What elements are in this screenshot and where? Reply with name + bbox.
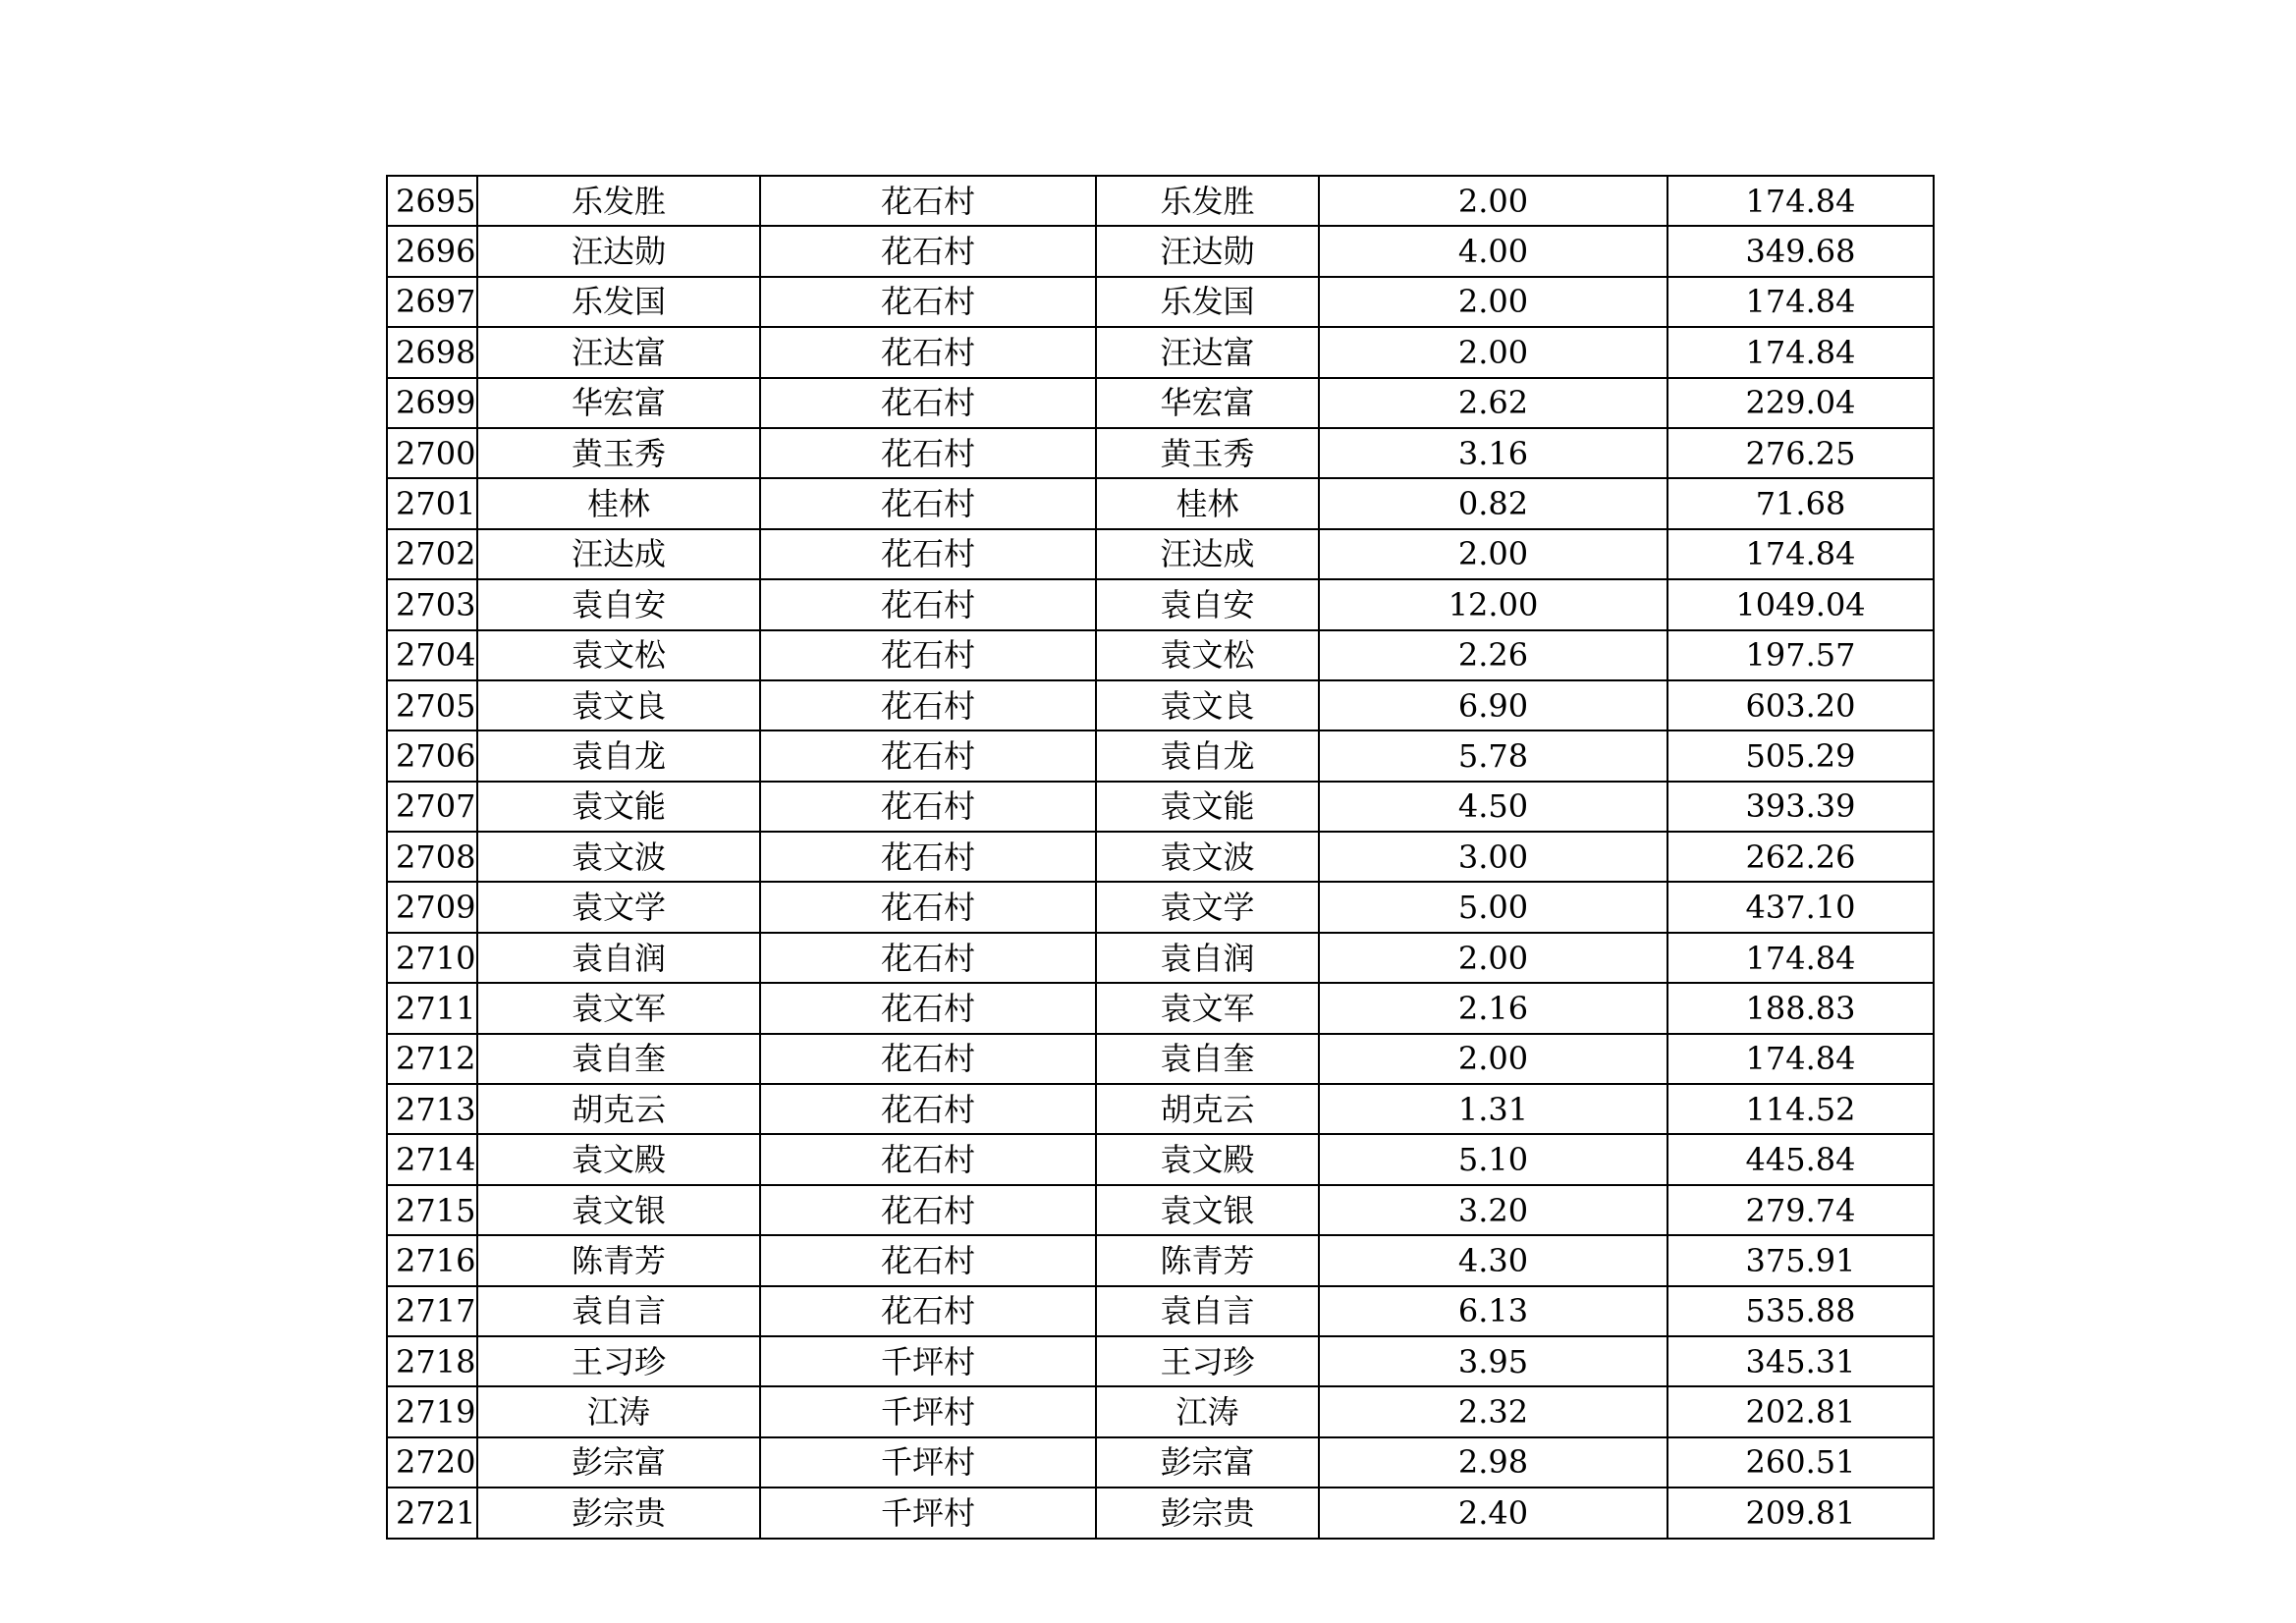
amount-cell: 276.25 bbox=[1667, 428, 1934, 478]
name-cell: 袁文松 bbox=[477, 630, 760, 680]
name-cell: 彭宗贵 bbox=[477, 1488, 760, 1538]
village-cell: 花石村 bbox=[760, 1286, 1096, 1336]
payee-cell: 乐发胜 bbox=[1096, 176, 1319, 226]
amount-cell: 262.26 bbox=[1667, 832, 1934, 882]
village-cell: 花石村 bbox=[760, 428, 1096, 478]
amount-cell: 202.81 bbox=[1667, 1386, 1934, 1436]
row-number-cell: 2707 bbox=[387, 782, 477, 832]
amount-cell: 349.68 bbox=[1667, 226, 1934, 276]
name-cell: 王习珍 bbox=[477, 1336, 760, 1386]
village-cell: 花石村 bbox=[760, 277, 1096, 327]
amount-cell: 114.52 bbox=[1667, 1084, 1934, 1134]
amount-cell: 174.84 bbox=[1667, 327, 1934, 377]
amount-cell: 535.88 bbox=[1667, 1286, 1934, 1336]
payee-cell: 袁文良 bbox=[1096, 680, 1319, 730]
payee-cell: 汪达成 bbox=[1096, 529, 1319, 579]
amount-cell: 603.20 bbox=[1667, 680, 1934, 730]
village-cell: 花石村 bbox=[760, 680, 1096, 730]
amount-cell: 174.84 bbox=[1667, 176, 1934, 226]
table-row bbox=[387, 1134, 1934, 1184]
row-number-cell: 2715 bbox=[387, 1185, 477, 1235]
village-cell: 花石村 bbox=[760, 1185, 1096, 1235]
row-number-cell: 2712 bbox=[387, 1034, 477, 1084]
area-cell: 2.32 bbox=[1319, 1386, 1667, 1436]
name-cell: 桂林 bbox=[477, 478, 760, 528]
amount-cell: 279.74 bbox=[1667, 1185, 1934, 1235]
row-number-cell: 2718 bbox=[387, 1336, 477, 1386]
area-cell: 2.98 bbox=[1319, 1437, 1667, 1488]
payee-cell: 彭宗富 bbox=[1096, 1437, 1319, 1488]
amount-cell: 174.84 bbox=[1667, 933, 1934, 983]
row-number-cell: 2699 bbox=[387, 378, 477, 428]
table-row bbox=[387, 1336, 1934, 1386]
payee-cell: 王习珍 bbox=[1096, 1336, 1319, 1386]
payee-cell: 汪达勋 bbox=[1096, 226, 1319, 276]
row-number-cell: 2706 bbox=[387, 730, 477, 781]
name-cell: 乐发胜 bbox=[477, 176, 760, 226]
name-cell: 袁文能 bbox=[477, 782, 760, 832]
amount-cell: 174.84 bbox=[1667, 277, 1934, 327]
row-number-cell: 2714 bbox=[387, 1134, 477, 1184]
payee-cell: 乐发国 bbox=[1096, 277, 1319, 327]
village-cell: 花石村 bbox=[760, 782, 1096, 832]
table-row bbox=[387, 1386, 1934, 1436]
table-row bbox=[387, 378, 1934, 428]
table-row bbox=[387, 933, 1934, 983]
table-row bbox=[387, 1437, 1934, 1488]
area-cell: 2.00 bbox=[1319, 529, 1667, 579]
name-cell: 袁文波 bbox=[477, 832, 760, 882]
village-cell: 花石村 bbox=[760, 1134, 1096, 1184]
village-cell: 花石村 bbox=[760, 630, 1096, 680]
name-cell: 袁文学 bbox=[477, 882, 760, 932]
row-number-cell: 2695 bbox=[387, 176, 477, 226]
village-cell: 花石村 bbox=[760, 832, 1096, 882]
table-body bbox=[387, 176, 1934, 1539]
village-cell: 花石村 bbox=[760, 882, 1096, 932]
payee-cell: 袁自润 bbox=[1096, 933, 1319, 983]
table-row bbox=[387, 478, 1934, 528]
amount-cell: 505.29 bbox=[1667, 730, 1934, 781]
table-row bbox=[387, 579, 1934, 629]
payee-cell: 袁自奎 bbox=[1096, 1034, 1319, 1084]
payee-cell: 袁文松 bbox=[1096, 630, 1319, 680]
area-cell: 4.50 bbox=[1319, 782, 1667, 832]
area-cell: 3.00 bbox=[1319, 832, 1667, 882]
name-cell: 陈青芳 bbox=[477, 1235, 760, 1285]
amount-cell: 197.57 bbox=[1667, 630, 1934, 680]
table-row bbox=[387, 782, 1934, 832]
payee-cell: 彭宗贵 bbox=[1096, 1488, 1319, 1538]
area-cell: 2.00 bbox=[1319, 277, 1667, 327]
name-cell: 袁自龙 bbox=[477, 730, 760, 781]
table-row bbox=[387, 277, 1934, 327]
amount-cell: 260.51 bbox=[1667, 1437, 1934, 1488]
row-number-cell: 2702 bbox=[387, 529, 477, 579]
table-row bbox=[387, 1488, 1934, 1538]
village-cell: 花石村 bbox=[760, 176, 1096, 226]
table-row bbox=[387, 630, 1934, 680]
payee-cell: 胡克云 bbox=[1096, 1084, 1319, 1134]
row-number-cell: 2709 bbox=[387, 882, 477, 932]
village-cell: 千坪村 bbox=[760, 1386, 1096, 1436]
payee-cell: 袁自安 bbox=[1096, 579, 1319, 629]
table-row bbox=[387, 882, 1934, 932]
table-row bbox=[387, 1235, 1934, 1285]
table-row bbox=[387, 226, 1934, 276]
area-cell: 4.30 bbox=[1319, 1235, 1667, 1285]
data-table bbox=[386, 175, 1935, 1540]
name-cell: 袁自言 bbox=[477, 1286, 760, 1336]
row-number-cell: 2713 bbox=[387, 1084, 477, 1134]
area-cell: 2.40 bbox=[1319, 1488, 1667, 1538]
row-number-cell: 2717 bbox=[387, 1286, 477, 1336]
area-cell: 4.00 bbox=[1319, 226, 1667, 276]
payee-cell: 黄玉秀 bbox=[1096, 428, 1319, 478]
row-number-cell: 2705 bbox=[387, 680, 477, 730]
area-cell: 5.00 bbox=[1319, 882, 1667, 932]
row-number-cell: 2711 bbox=[387, 983, 477, 1033]
name-cell: 袁自安 bbox=[477, 579, 760, 629]
row-number-cell: 2720 bbox=[387, 1437, 477, 1488]
row-number-cell: 2716 bbox=[387, 1235, 477, 1285]
amount-cell: 188.83 bbox=[1667, 983, 1934, 1033]
village-cell: 千坪村 bbox=[760, 1336, 1096, 1386]
village-cell: 花石村 bbox=[760, 378, 1096, 428]
name-cell: 汪达富 bbox=[477, 327, 760, 377]
amount-cell: 1049.04 bbox=[1667, 579, 1934, 629]
row-number-cell: 2696 bbox=[387, 226, 477, 276]
village-cell: 花石村 bbox=[760, 1084, 1096, 1134]
amount-cell: 71.68 bbox=[1667, 478, 1934, 528]
area-cell: 2.00 bbox=[1319, 176, 1667, 226]
table-row bbox=[387, 327, 1934, 377]
row-number-cell: 2697 bbox=[387, 277, 477, 327]
area-cell: 3.16 bbox=[1319, 428, 1667, 478]
payee-cell: 陈青芳 bbox=[1096, 1235, 1319, 1285]
village-cell: 花石村 bbox=[760, 327, 1096, 377]
name-cell: 袁文殿 bbox=[477, 1134, 760, 1184]
name-cell: 黄玉秀 bbox=[477, 428, 760, 478]
area-cell: 6.90 bbox=[1319, 680, 1667, 730]
row-number-cell: 2701 bbox=[387, 478, 477, 528]
row-number-cell: 2703 bbox=[387, 579, 477, 629]
row-number-cell: 2700 bbox=[387, 428, 477, 478]
amount-cell: 393.39 bbox=[1667, 782, 1934, 832]
payee-cell: 汪达富 bbox=[1096, 327, 1319, 377]
table-row bbox=[387, 428, 1934, 478]
village-cell: 千坪村 bbox=[760, 1437, 1096, 1488]
area-cell: 3.95 bbox=[1319, 1336, 1667, 1386]
area-cell: 1.31 bbox=[1319, 1084, 1667, 1134]
area-cell: 2.00 bbox=[1319, 327, 1667, 377]
amount-cell: 209.81 bbox=[1667, 1488, 1934, 1538]
row-number-cell: 2721 bbox=[387, 1488, 477, 1538]
row-number-cell: 2708 bbox=[387, 832, 477, 882]
area-cell: 2.16 bbox=[1319, 983, 1667, 1033]
table-row bbox=[387, 832, 1934, 882]
table-row bbox=[387, 730, 1934, 781]
payee-cell: 袁文银 bbox=[1096, 1185, 1319, 1235]
table-row bbox=[387, 1185, 1934, 1235]
table-row bbox=[387, 1286, 1934, 1336]
village-cell: 花石村 bbox=[760, 983, 1096, 1033]
name-cell: 汪达勋 bbox=[477, 226, 760, 276]
village-cell: 花石村 bbox=[760, 730, 1096, 781]
name-cell: 袁文军 bbox=[477, 983, 760, 1033]
area-cell: 6.13 bbox=[1319, 1286, 1667, 1336]
village-cell: 千坪村 bbox=[760, 1488, 1096, 1538]
area-cell: 5.78 bbox=[1319, 730, 1667, 781]
payee-cell: 华宏富 bbox=[1096, 378, 1319, 428]
row-number-cell: 2719 bbox=[387, 1386, 477, 1436]
name-cell: 彭宗富 bbox=[477, 1437, 760, 1488]
area-cell: 2.62 bbox=[1319, 378, 1667, 428]
amount-cell: 174.84 bbox=[1667, 529, 1934, 579]
table-row bbox=[387, 176, 1934, 226]
village-cell: 花石村 bbox=[760, 529, 1096, 579]
table-row bbox=[387, 680, 1934, 730]
table-row bbox=[387, 1084, 1934, 1134]
amount-cell: 437.10 bbox=[1667, 882, 1934, 932]
row-number-cell: 2710 bbox=[387, 933, 477, 983]
name-cell: 袁自润 bbox=[477, 933, 760, 983]
name-cell: 乐发国 bbox=[477, 277, 760, 327]
village-cell: 花石村 bbox=[760, 579, 1096, 629]
area-cell: 5.10 bbox=[1319, 1134, 1667, 1184]
amount-cell: 375.91 bbox=[1667, 1235, 1934, 1285]
amount-cell: 174.84 bbox=[1667, 1034, 1934, 1084]
area-cell: 2.00 bbox=[1319, 933, 1667, 983]
area-cell: 2.00 bbox=[1319, 1034, 1667, 1084]
village-cell: 花石村 bbox=[760, 933, 1096, 983]
name-cell: 华宏富 bbox=[477, 378, 760, 428]
area-cell: 2.26 bbox=[1319, 630, 1667, 680]
village-cell: 花石村 bbox=[760, 478, 1096, 528]
name-cell: 胡克云 bbox=[477, 1084, 760, 1134]
village-cell: 花石村 bbox=[760, 1034, 1096, 1084]
amount-cell: 229.04 bbox=[1667, 378, 1934, 428]
name-cell: 袁文银 bbox=[477, 1185, 760, 1235]
payee-cell: 江涛 bbox=[1096, 1386, 1319, 1436]
payee-cell: 袁文波 bbox=[1096, 832, 1319, 882]
payee-cell: 袁自言 bbox=[1096, 1286, 1319, 1336]
name-cell: 袁文良 bbox=[477, 680, 760, 730]
amount-cell: 345.31 bbox=[1667, 1336, 1934, 1386]
table-row bbox=[387, 1034, 1934, 1084]
name-cell: 袁自奎 bbox=[477, 1034, 760, 1084]
row-number-cell: 2698 bbox=[387, 327, 477, 377]
table-row bbox=[387, 983, 1934, 1033]
row-number-cell: 2704 bbox=[387, 630, 477, 680]
name-cell: 汪达成 bbox=[477, 529, 760, 579]
payee-cell: 袁文能 bbox=[1096, 782, 1319, 832]
name-cell: 江涛 bbox=[477, 1386, 760, 1436]
payee-cell: 桂林 bbox=[1096, 478, 1319, 528]
area-cell: 12.00 bbox=[1319, 579, 1667, 629]
village-cell: 花石村 bbox=[760, 226, 1096, 276]
payee-cell: 袁文军 bbox=[1096, 983, 1319, 1033]
payee-cell: 袁文殿 bbox=[1096, 1134, 1319, 1184]
area-cell: 0.82 bbox=[1319, 478, 1667, 528]
village-cell: 花石村 bbox=[760, 1235, 1096, 1285]
payee-cell: 袁自龙 bbox=[1096, 730, 1319, 781]
table-row bbox=[387, 529, 1934, 579]
payee-cell: 袁文学 bbox=[1096, 882, 1319, 932]
area-cell: 3.20 bbox=[1319, 1185, 1667, 1235]
amount-cell: 445.84 bbox=[1667, 1134, 1934, 1184]
